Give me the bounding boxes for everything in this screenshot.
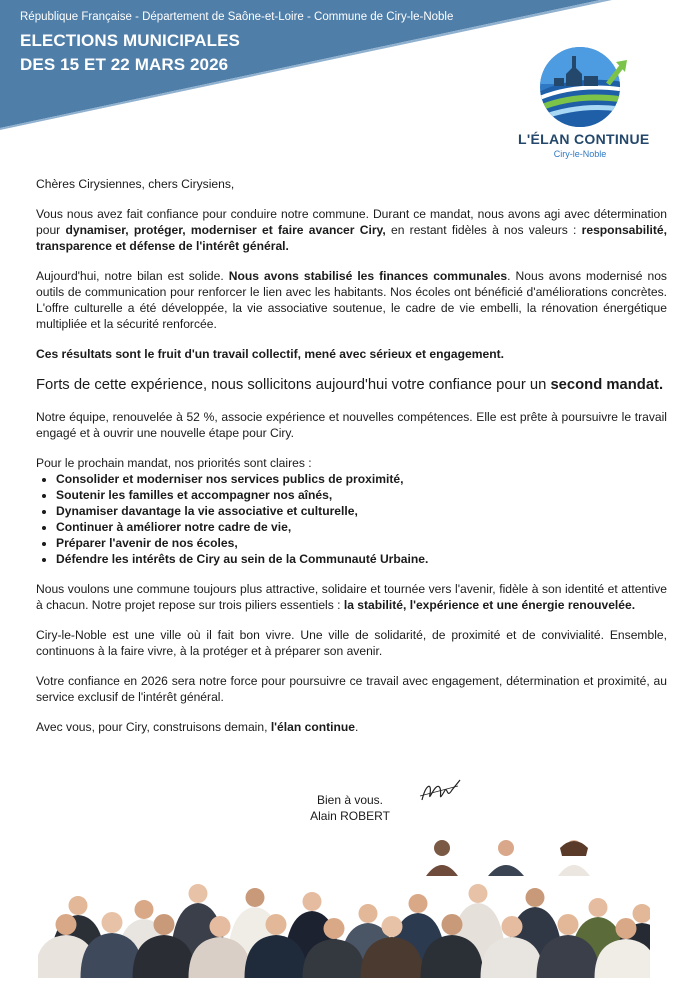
campaign-logo	[518, 38, 650, 164]
p4-bold: second mandat.	[550, 377, 664, 393]
priority-item: • Dynamiser davantage la vie associative et culturelle,	[56, 503, 667, 519]
greeting: Chères Cirysiennes, chers Cirysiens,	[36, 177, 235, 191]
portrait-photo	[424, 836, 460, 876]
signoff-name: Alain ROBERT	[310, 809, 390, 823]
p2-text: Aujourd'hui, notre bilan est solide.	[36, 269, 229, 283]
title-line-2: DES 15 ET 22 MARS 2026	[20, 55, 229, 74]
title-line-1: ELECTIONS MUNICIPALES	[20, 31, 240, 50]
p2-bold: Nous avons stabilisé les finances communales	[228, 269, 508, 283]
logo-emblem-icon	[530, 44, 630, 130]
p10-end: .	[355, 720, 359, 734]
priority-item: • Soutenir les familles et accompagner nos aînés,	[56, 487, 667, 503]
priorities-intro: Pour le prochain mandat, nos priorités sont claires :	[36, 456, 312, 470]
paragraph-10	[36, 719, 667, 735]
team-group-photo	[38, 874, 650, 978]
election-title	[20, 29, 240, 77]
logo-subtitle: Ciry-le-Noble	[553, 149, 607, 159]
logo-name: L'ÉLAN CONTINUE	[518, 131, 650, 147]
priorities-list	[36, 471, 667, 567]
letter-body	[36, 176, 667, 749]
p10-text: Avec vous, pour Ciry, construisons demain,	[36, 720, 271, 734]
p7-text: Nous voulons une commune toujours plus attractive, solidaire et tournée vers l'avenir, fidèle à son identité et attentive à chacun. Notre projet repose sur trois piliers essentiels :	[36, 582, 667, 612]
paragraph-7	[36, 581, 667, 613]
p10-bold: l'élan continue	[270, 720, 355, 734]
p1-text-2: en restant fidèles à nos valeurs :	[385, 223, 582, 237]
priority-item: • Préparer l'avenir de nos écoles,	[56, 535, 667, 551]
priority-item: • Défendre les intérêts de Ciry au sein de la Communauté Urbaine.	[56, 551, 667, 567]
p1-values: responsabilité, transparence et défense de l'intérêt général.	[36, 223, 667, 253]
priority-item: • Consolider et moderniser nos services publics de proximité,	[56, 471, 667, 487]
paragraph-1	[36, 206, 667, 254]
priorities-block	[36, 455, 667, 567]
paragraph-3: Ces résultats sont le fruit d'un travail collectif, mené avec sérieux et engagement.	[36, 347, 504, 361]
p4-text: Forts de cette expérience, nous sollicitons aujourd'hui votre confiance pour un	[36, 377, 551, 393]
republic-line: République Française - Département de Saône-et-Loire - Commune de Ciry-le-Noble	[20, 11, 454, 23]
p1-text: Vous nous avez fait confiance pour conduire notre commune. Durant ce mandat, nous avons agi avec détermination pour	[36, 207, 667, 237]
signoff-line-1: Bien à vous.	[316, 793, 384, 807]
priority-item: • Continuer à améliorer notre cadre de vie,	[56, 519, 667, 535]
p7-bold: la stabilité, l'expérience et une énergie renouvelée.	[343, 598, 636, 612]
paragraph-4	[36, 376, 667, 395]
p2-text-2: . Nous avons modernisé nos outils de communication pour renforcer le lien avec les habitants. Nos écoles ont bénéficié d'améliorations concrètes. L'offre culturelle a été développée, la vie associative soutenue, le cadre de vie embelli, la rénovation énergétique multipliée et la sécurité renforcée.	[36, 269, 667, 331]
portrait-photo	[486, 836, 526, 876]
p1-bold: dynamiser, protéger, moderniser et faire avancer Ciry,	[65, 223, 386, 237]
signoff	[308, 792, 392, 824]
paragraph-9: Votre confiance en 2026 sera notre force pour poursuivre ce travail avec engagement, détermination et proximité, au service exclusif de l'intérêt général.	[36, 674, 667, 704]
paragraph-8: Ciry-le-Noble est une ville où il fait bon vivre. Une ville de solidarité, de proximité et de convivialité. Ensemble, continuons à la faire vivre, à la protéger et à préparer son avenir.	[36, 628, 667, 658]
signature-icon	[416, 774, 464, 808]
portrait-photo	[556, 836, 592, 876]
paragraph-5: Notre équipe, renouvelée à 52 %, associe expérience et nouvelles compétences. Elle est prête à poursuivre le travail engagé et à ouvrir une nouvelle étape pour Ciry.	[36, 410, 667, 440]
paragraph-2	[36, 268, 667, 332]
